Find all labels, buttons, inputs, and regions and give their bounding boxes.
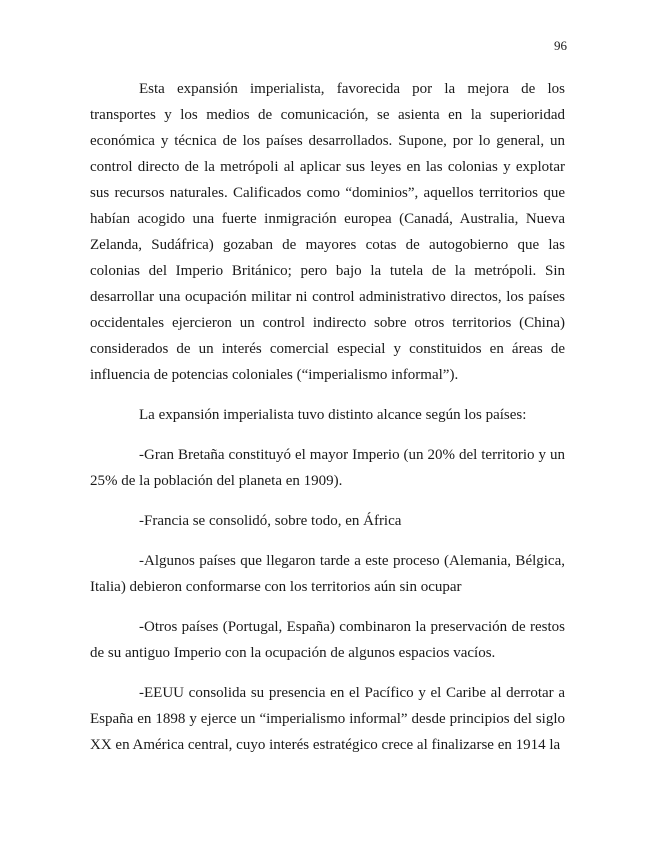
paragraph-scope-intro: La expansión imperialista tuvo distinto alcance según los países:: [139, 407, 527, 423]
page-number: 96: [554, 38, 567, 53]
paragraph-great-britain: -Gran Bretaña constituyó el mayor Imperio (un 20% del territorio y un 25% de la población del planeta en 1909).: [90, 447, 565, 489]
paragraph-late-countries: -Algunos países que llegaron tarde a este proceso (Alemania, Bélgica, Italia) debieron conformarse con los territorios aún sin ocupar: [90, 553, 565, 595]
paragraph-portugal-spain: -Otros países (Portugal, España) combinaron la preservación de restos de su antiguo Imperio con la ocupación de algunos espacios vacíos.: [90, 619, 565, 661]
paragraph-usa: -EEUU consolida su presencia en el Pacífico y el Caribe al derrotar a España en 1898 y ejerce un “imperialismo informal” desde principios del siglo XX en América central, cuyo interés estratégico crece al finalizarse en 1914 la: [90, 685, 565, 753]
body-text: [90, 76, 565, 758]
paragraph-france: -Francia se consolidó, sobre todo, en África: [139, 513, 402, 529]
paragraph-imperialist-expansion: Esta expansión imperialista, favorecida por la mejora de los transportes y los medios de comunicación, se asienta en la superioridad económica y técnica de los países desarrollados. Supone, por lo general, un control directo de la metrópoli al aplicar sus leyes en las colonias y explotar sus recursos naturales. Calificados como “dominios”, aquellos territorios que habían acogido una fuerte inmigración europea (Canadá, Australia, Nueva Zelanda, Sudáfrica) gozaban de mayores cotas de autogobierno que las colonias del Imperio Británico; pero bajo la tutela de la metrópoli. Sin desarrollar una ocupación militar ni control administrativo directos, los países occidentales ejercieron un control indirecto sobre otros territorios (China) considerados de un interés comercial especial y constituidos en áreas de influencia de potencias coloniales (“imperialismo informal”).: [90, 81, 565, 383]
